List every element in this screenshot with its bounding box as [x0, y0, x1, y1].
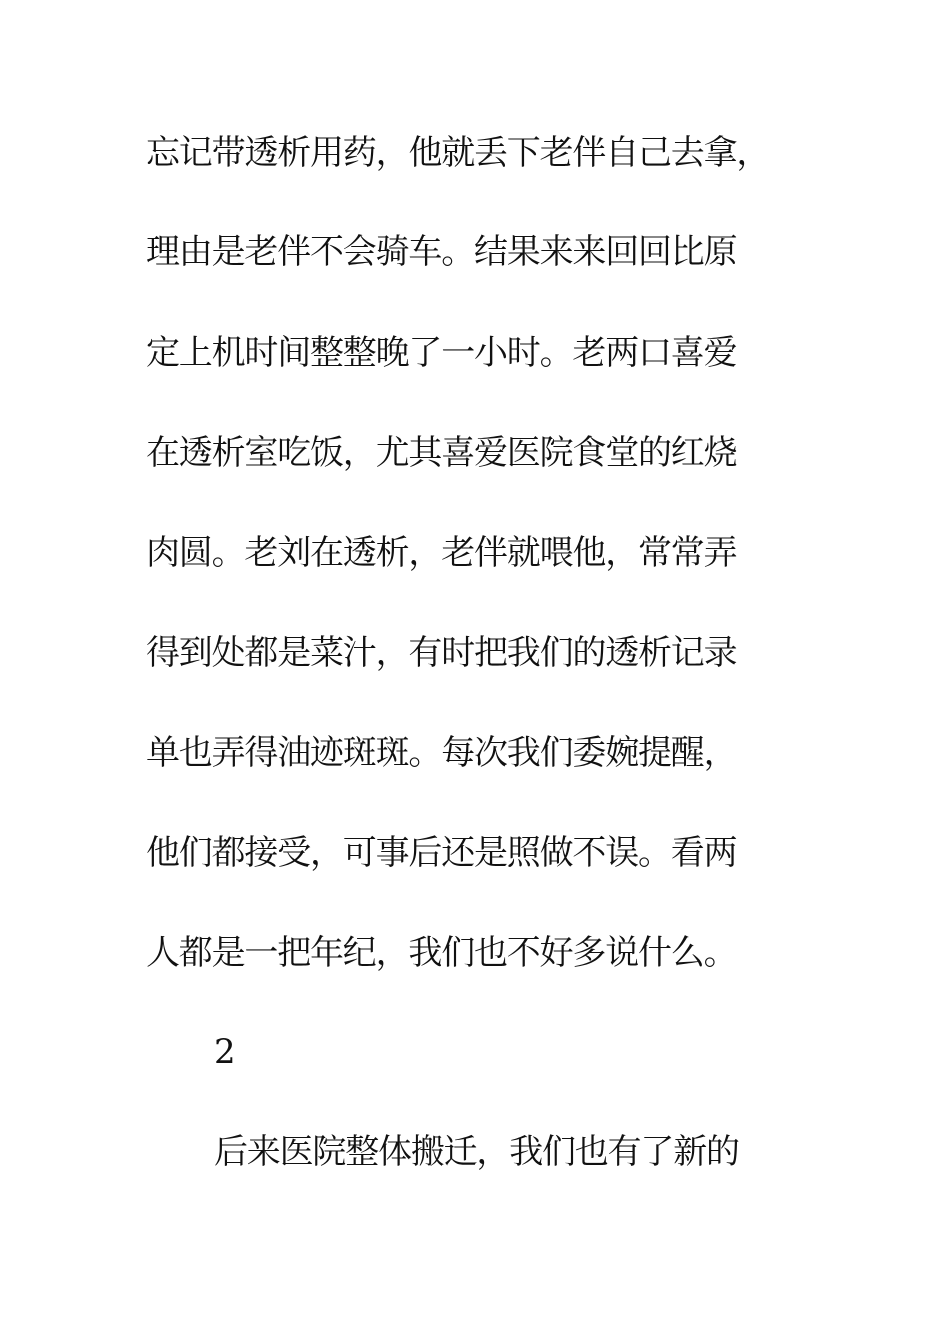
text-line-1: 忘记带透析用药，他就丢下老伴自己去拿，	[146, 133, 770, 173]
text-line-5: 肉圆。老刘在透析，老伴就喂他，常常弄	[146, 533, 737, 573]
text-line-3: 定上机时间整整晚了一小时。老两口喜爱	[146, 333, 737, 373]
text-line-8: 他们都接受，可事后还是照做不误。看两	[146, 833, 737, 873]
text-line-7: 单也弄得油迹斑斑。每次我们委婉提醒，	[146, 733, 737, 773]
text-line-4: 在透析室吃饭，尤其喜爱医院食堂的红烧	[146, 433, 737, 473]
text-line-9: 人都是一把年纪，我们也不好多说什么。	[146, 933, 737, 973]
section-number: 2	[214, 1032, 235, 1072]
text-line-6: 得到处都是菜汁，有时把我们的透析记录	[146, 633, 737, 673]
next-paragraph-line: 后来医院整体搬迁，我们也有了新的	[214, 1132, 739, 1172]
text-line-2: 理由是老伴不会骑车。结果来来回回比原	[146, 232, 737, 272]
